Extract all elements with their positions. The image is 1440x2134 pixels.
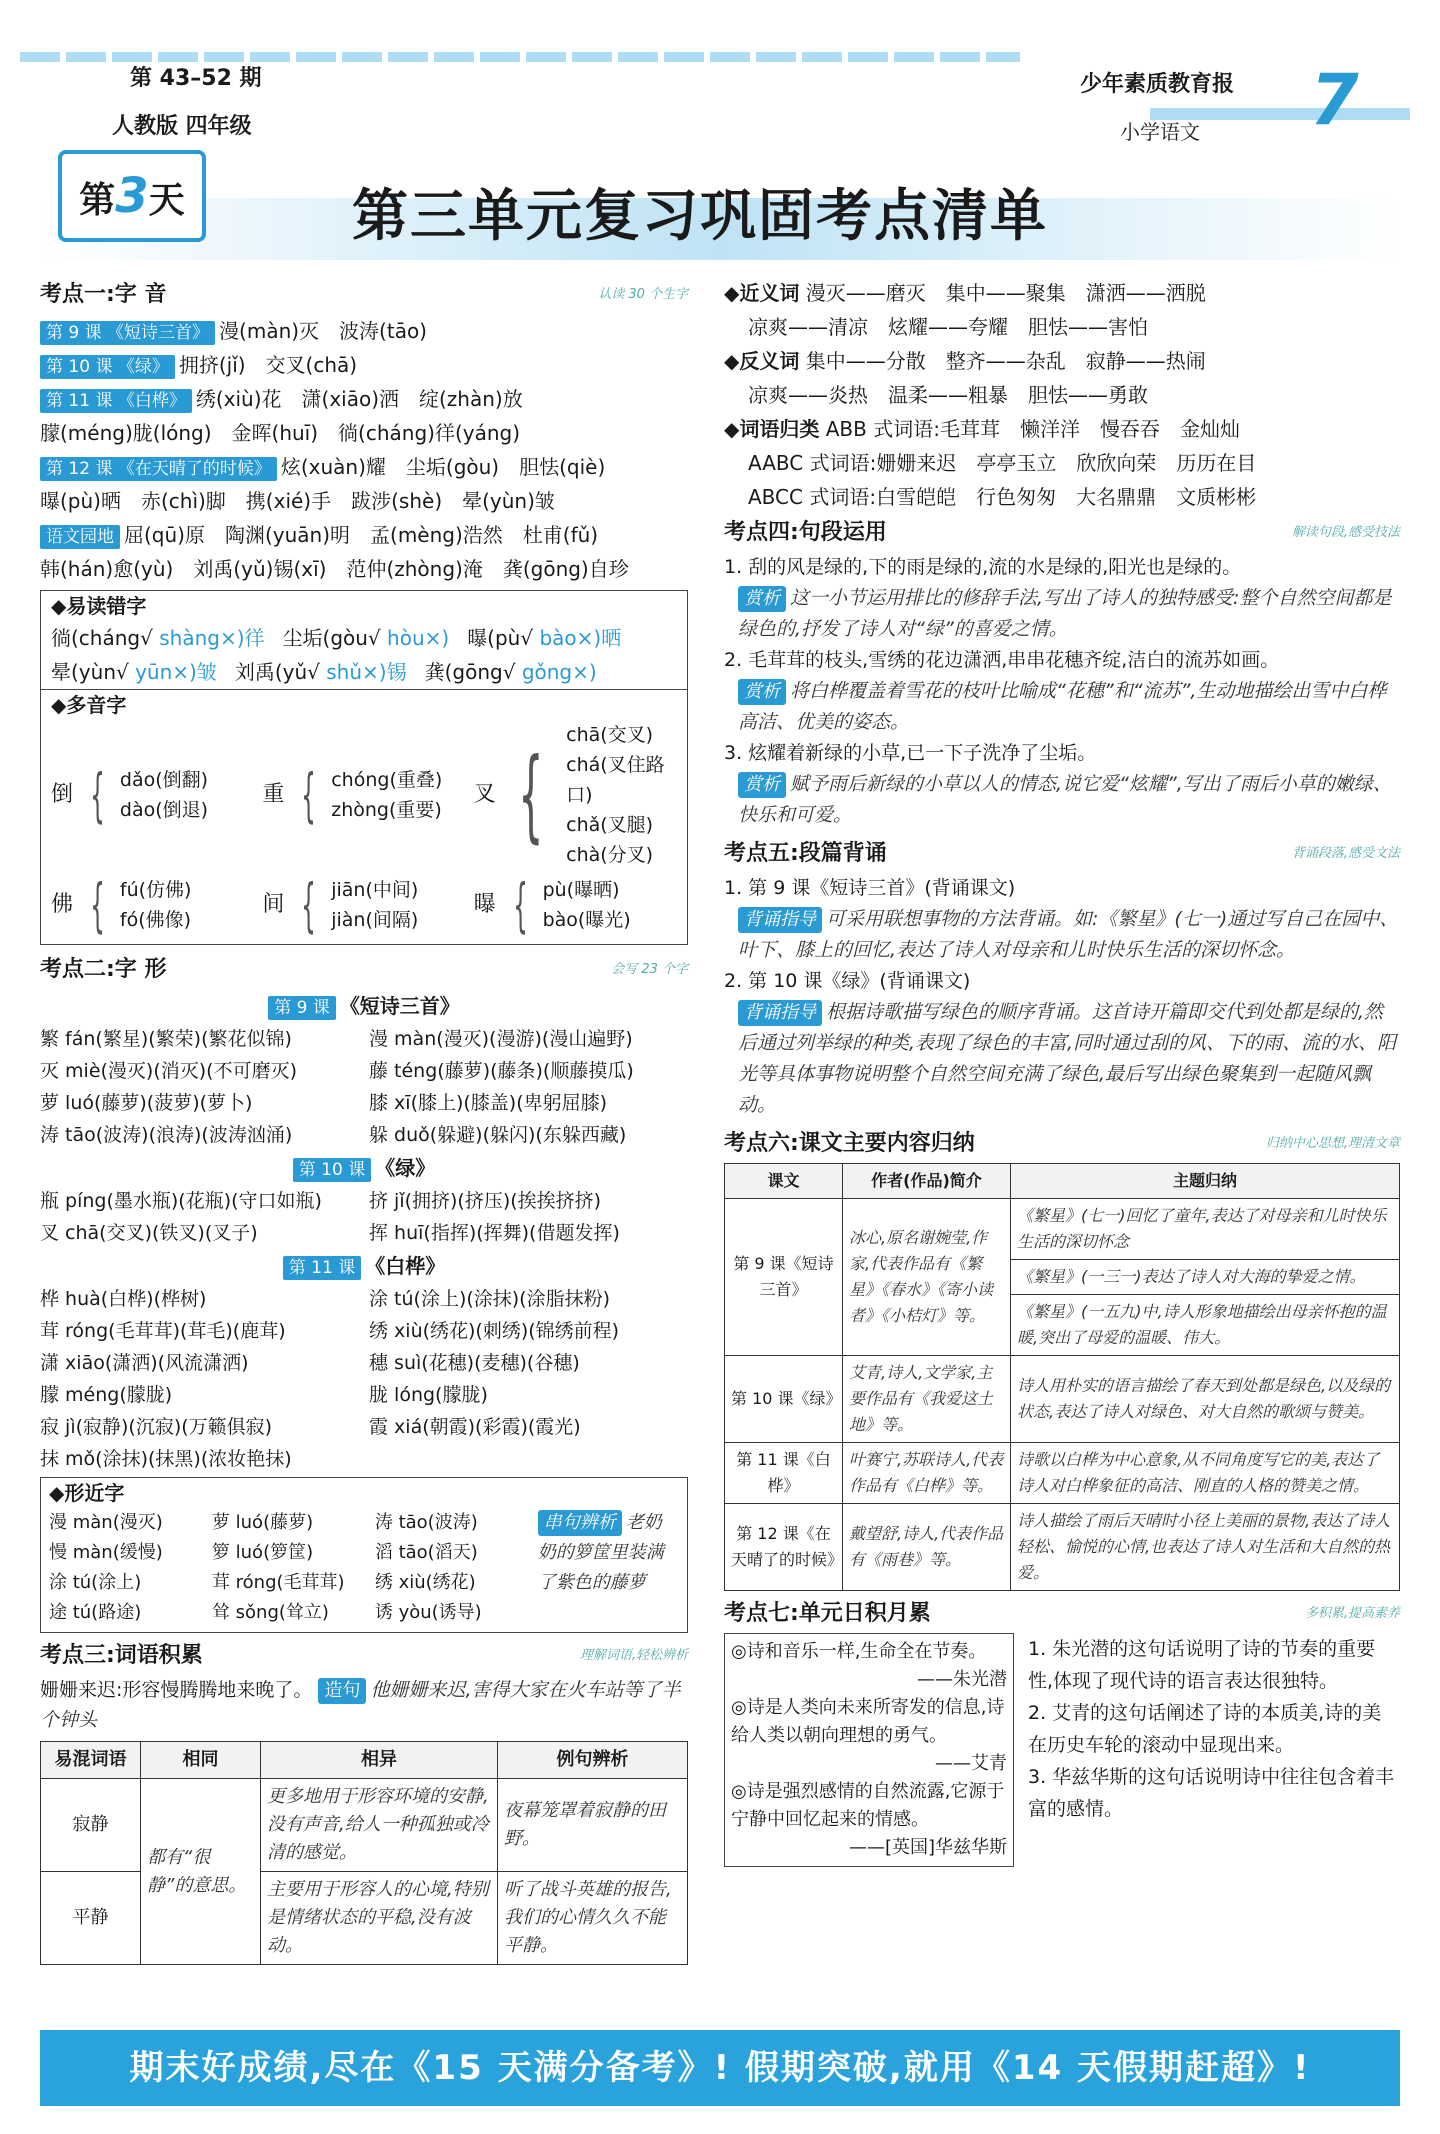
day-badge — [58, 150, 206, 242]
lesson-tag: 第 11 课 《白桦》 — [40, 389, 192, 413]
lesson-tag: 第 9 课 《短诗三首》 — [40, 321, 215, 345]
antonyms: ◆反义词 集中——分散 整齐——杂乱 寂静——热闹 — [724, 349, 1206, 373]
polyphone-pu: 曝 { pù(曝晒) bào(曝光) — [473, 871, 631, 939]
k6-title: 考点六:课文主要内容归纳 归纳中心思想,理清文章 — [724, 1125, 1400, 1163]
k2-lesson9-words: 繁 fán(繁星)(繁荣)(繁花似锦) 漫 màn(漫灭)(漫游)(漫山遍野) 灭 miè(漫灭)(消灭)(不可磨灭) 藤 téng(藤萝)(藤条)(顺藤摸瓜) 萝 luó(藤萝)(菠萝)(萝卜) 膝 xī(膝上)(膝盖)(卑躬屈膝) 涛 tāo(波涛)(浪涛)(波涛汹涌) 躲 duǒ(躲避)(躲闪)(东躲西藏) — [40, 1028, 634, 1146]
lesson-header: 第 11 课 《白桦》 — [40, 1249, 688, 1283]
k1-line: 第 12 课 《在天晴了的时候》 炫(xuàn)耀 尘垢(gòu) 胆怯(qiè) — [40, 450, 688, 484]
k5-note: 背诵段落,感受文法 — [1291, 846, 1400, 861]
lesson-tag: 第 10 课 《绿》 — [40, 355, 175, 379]
k2-title: 考点二:字 形 会写 23 个字 — [40, 951, 688, 989]
header-stripe — [20, 52, 1020, 62]
subject-label: 小学语文 — [1120, 120, 1200, 144]
k2-note: 会写 23 个字 — [611, 962, 688, 977]
k4-items: 1. 刮的风是绿的,下的雨是绿的,流的水是绿的,阳光也是绿的。 赏析 这一小节运用排比的修辞手法,写出了诗人的独特感受:整个自然空间都是绿色的,抒发了诗人对“绿”的喜爱之情。 2. 毛茸茸的枝头,雪绣的花边潇洒,串串花穗齐绽,洁白的流苏如画。 赏析 将白桦覆盖着雪花的枝叶比喻成“花穗”和“流苏”,生动地描绘出雪中白桦高洁、优美的姿态。 3. 炫耀着新绿的小草,已一下子洗净了尘垢。 赏析 赋予雨后新绿的小草以人的情态,说它爱“炫耀”,写出了雨后小草的嫩绿、快乐和可爱。 — [724, 556, 1392, 826]
polyphone-dao: 倒 { dǎo(倒翻) dào(倒退) — [51, 761, 209, 829]
issue-label: 第 43–52 期 — [130, 66, 262, 91]
lesson-tag: 第 12 课 《在天晴了的时候》 — [40, 457, 277, 481]
page-number: 7 — [1310, 59, 1359, 141]
misread-line: 晕(yùn√ yūn×)皱 刘禹(yǔ√ shǔ×)锡 龚(gōng√ gǒng×) — [51, 660, 597, 684]
k1-line: 韩(hán)愈(yù) 刘禹(yǔ)锡(xī) 范仲(zhòng)淹 龚(gōng)自珍 — [40, 557, 629, 581]
k1-line: 第 9 课 《短诗三首》 漫(màn)灭 波涛(tāo) — [40, 314, 688, 348]
k1-line: 曝(pù)晒 赤(chì)脚 携(xié)手 跋涉(shè) 晕(yùn)皱 — [40, 489, 555, 513]
synonyms: ◆近义词 漫灭——磨灭 集中——聚集 潇洒——洒脱 — [724, 281, 1206, 305]
right-column — [724, 276, 1400, 1867]
quotes-box: ◎诗和音乐一样,生命全在节奏。 ——朱光潜 ◎诗是人类向未来所寄发的信息,诗给人类以朝向理想的勇气。 ——艾青 ◎诗是强烈感情的自然流露,它源于宁静中回忆起来的情感。 ——[英国]华兹华斯 — [724, 1633, 1014, 1867]
lesson-header: 第 10 课 《绿》 — [40, 1151, 688, 1185]
day-prefix: 第 — [79, 180, 116, 221]
day-number: 3 — [115, 168, 149, 224]
confusable-words-table: 易混词语 相同 相异 例句辨析 寂静 都有“很静”的意思。 更多地用于形容环境的安静,没有声音,给人一种孤独或冷清的感觉。 夜幕笼罩着寂静的田野。 平静 主要用于形容人的心境,特别是情绪状态的平稳,没有波动。 听了战斗英雄的报告,我们的心情久久不能平静。 — [40, 1741, 688, 1965]
easy-misread-title: ◆易读错字 — [51, 594, 147, 618]
polyphone-jian: 间 { jiān(中间) jiàn(间隔) — [262, 871, 419, 939]
day-suffix: 天 — [148, 180, 185, 221]
antonyms-line2: 凉爽——炎热 温柔——粗暴 胆怯——勇敢 — [748, 383, 1148, 407]
similar-chars-title: ◆形近字 — [49, 1481, 125, 1505]
summary-table: 课文 作者(作品)简介 主题归纳 第 9 课《短诗三首》 冰心,原名谢婉莹,作家,代表作品有《繁星》《春水》《寄小读者》《小桔灯》等。 《繁星》(七一)回忆了童年,表达了对母亲和儿时快乐生活的深切怀念 《繁星》(一三一)表达了诗人对大海的挚爱之情。 《繁星》(一五九)中,诗人形象地描绘出母亲怀抱的温暖,突出了母爱的温暖、伟大。 第 10 课《绿》 艾青,诗人,文学家,主要作品有《我爱这土地》等。 诗人用朴实的语言描绘了春天到处都是绿色,以及绿的状态,表达了诗人对绿色、对大自然的歌颂与赞美。 第 11 课《白桦》 叶赛宁,苏联诗人,代表作品有《白桦》等。 诗歌以白桦为中心意象,从不同角度写它的美,表达了诗人对白桦象征的高洁、刚直的人格的赞美之情。 第 12 课《在天晴了的时候》 戴望舒,诗人,代表作品有《雨巷》等。 诗人描绘了雨后天晴时小径上美丽的景物,表达了诗人轻松、愉悦的心情,也表达了诗人对生活和大自然的热爱。 — [724, 1163, 1400, 1591]
easy-misread-box — [40, 590, 688, 690]
polyphone-fo: 佛 { fú(仿佛) fó(佛像) — [51, 871, 192, 939]
k1-line: 朦(méng)胧(lóng) 金晖(huī) 徜(cháng)徉(yáng) — [40, 421, 521, 445]
polyphone-zhong: 重 { chóng(重叠) zhòng(重要) — [262, 761, 443, 829]
quote-notes: 1. 朱光潜的这句话说明了诗的节奏的重要性,体现了现代诗的语言表达很独特。 2. 艾青的这句话阐述了诗的本质美,诗的美在历史车轮的滚动中显现出来。 3. 华兹华斯的这句话说明诗中往往包含着丰富的感情。 — [1028, 1638, 1395, 1820]
polyphone-cha: 叉 { chā(交叉) chá(叉住路口) chǎ(叉腿) chà(分叉) — [473, 724, 665, 866]
k5-title: 考点五:段篇背诵 背诵段落,感受文法 — [724, 835, 1400, 873]
k6-note: 归纳中心思想,理清文章 — [1265, 1136, 1400, 1151]
k2-lesson11-words: 桦 huà(白桦)(桦树) 涂 tú(涂上)(涂抹)(涂脂抹粉) 茸 róng(毛茸茸)(茸毛)(鹿茸) 绣 xiù(绣花)(刺绣)(锦绣前程) 潇 xiāo(潇洒)(风流潇洒) 穗 suì(花穗)(麦穗)(谷穗) 朦 méng(朦胧) 胧 lóng(朦胧) 寂 jì(寂静)(沉寂)(万籁俱寂) 霞 xiá(朝霞)(彩霞)(霞光) 抹 mǒ(涂抹)(抹黑)(浓妆艳抹) — [40, 1288, 620, 1470]
lesson-header: 第 9 课 《短诗三首》 — [40, 989, 688, 1023]
edition-label: 人教版 四年级 — [112, 114, 252, 139]
synonyms-line2: 凉爽——清凉 炫耀——夸耀 胆怯——害怕 — [748, 315, 1148, 339]
lesson-tag: 语文园地 — [40, 525, 120, 549]
k3-note: 理解词语,轻松辨析 — [579, 1648, 688, 1663]
bottom-banner: 期末好成绩,尽在《15 天满分备考》! 假期突破,就用《14 天假期赶超》! — [40, 2030, 1400, 2106]
k3-definition: 姗姗来迟:形容慢腾腾地来晚了。 造句 他姗姗来迟,害得大家在火车站等了半个钟头 — [40, 1679, 681, 1731]
polyphone-title: ◆多音字 — [51, 693, 127, 717]
k3-title: 考点三:词语积累 理解词语,轻松辨析 — [40, 1637, 688, 1675]
word-classes-line3: ABCC 式词语:白雪皑皑 行色匆匆 大名鼎鼎 文质彬彬 — [748, 485, 1257, 509]
left-column — [40, 276, 688, 1965]
k1-line: 语文园地 屈(qū)原 陶渊(yuān)明 孟(mèng)浩然 杜甫(fǔ) — [40, 518, 688, 552]
k7-title: 考点七:单元日积月累 多积累,提高素养 — [724, 1595, 1400, 1633]
word-classes: ◆词语归类 ABB 式词语:毛茸茸 懒洋洋 慢吞吞 金灿灿 — [724, 417, 1240, 441]
k7-note: 多积累,提高素养 — [1304, 1606, 1400, 1621]
k2-lesson10-words: 瓶 píng(墨水瓶)(花瓶)(守口如瓶) 挤 jǐ(拥挤)(挤压)(挨挨挤挤) 叉 chā(交叉)(铁叉)(叉子) 挥 huī(指挥)(挥舞)(借题发挥) — [40, 1190, 620, 1244]
paper-name: 少年素质教育报 — [1080, 72, 1235, 97]
misread-line: 徜(cháng√ shàng×)徉 尘垢(gòu√ hòu×) 曝(pù√ bào×)晒 — [51, 626, 622, 650]
k4-title: 考点四:句段运用 解读句段,感受技法 — [724, 514, 1400, 552]
page-title: 第三单元复习巩固考点清单 — [352, 184, 1048, 249]
similar-chars-box: ◆形近字 漫 màn(漫灭) 慢 màn(缓慢) 涂 tú(涂上) 途 tú(路途) 萝 luó(藤萝) 箩 luó(箩筐) 茸 róng(毛茸茸) 耸 sǒng(耸立) 涛 tāo(波涛) 滔 tāo(滔天) 绣 xiù(绣花) 诱 yòu(诱导) 串句辨析 老奶奶的箩筐里装满了紫色的藤萝 — [40, 1477, 688, 1633]
k1-line: 第 11 课 《白桦》 绣(xiù)花 潇(xiāo)洒 绽(zhàn)放 — [40, 382, 688, 416]
k7-content — [724, 1633, 1400, 1867]
k1-title: 考点一:字 音 认读 30 个生字 — [40, 276, 688, 314]
polyphone-box — [40, 690, 688, 945]
sentence-analysis: 串句辨析 老奶奶的箩筐里装满了紫色的藤萝 — [537, 1512, 664, 1593]
k5-items: 1. 第 9 课《短诗三首》(背诵课文) 背诵指导 可采用联想事物的方法背诵。如:《繁星》(七一)通过写自己在园中、叶下、膝上的回忆,表达了诗人对母亲和儿时快乐生活的深切怀念。 2. 第 10 课《绿》(背诵课文) 背诵指导 根据诗歌描写绿色的顺序背诵。这首诗开篇即交代到处都是绿的,然后通过列举绿的种类,表现了绿色的丰富,同时通过刮的风、下的雨、流的水、阳光等具体事物说明整个自然空间充满了绿色,最后写出绿色聚集到一起随风飘动。 — [724, 877, 1399, 1116]
k1-line: 第 10 课 《绿》 拥挤(jǐ) 交叉(chā) — [40, 348, 688, 382]
k1-note: 认读 30 个生字 — [598, 287, 688, 302]
word-classes-line2: AABC 式词语:姗姗来迟 亭亭玉立 欣欣向荣 历历在目 — [748, 451, 1257, 475]
k4-note: 解读句段,感受技法 — [1291, 525, 1400, 540]
